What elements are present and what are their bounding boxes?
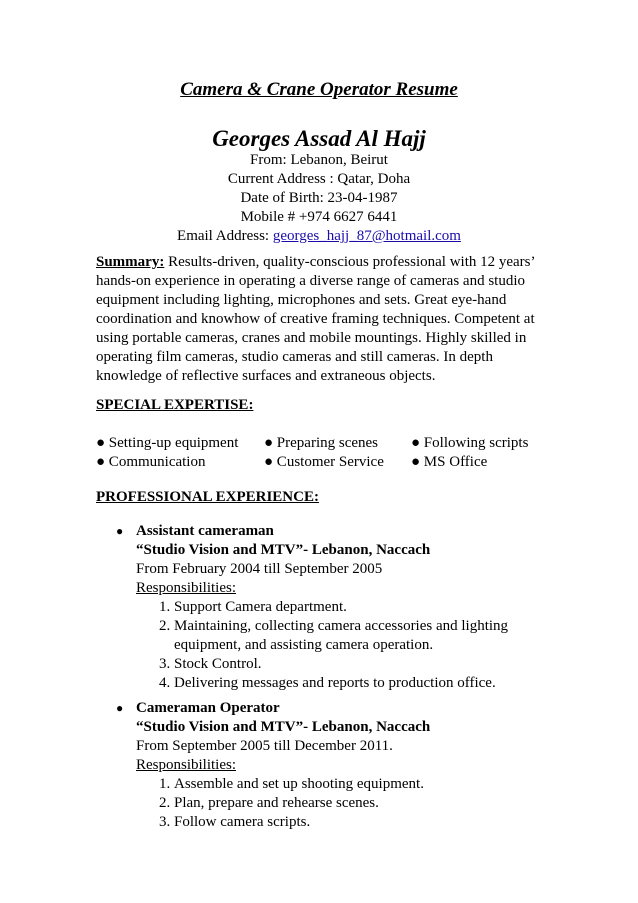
expertise-item: ● Preparing scenes (264, 435, 379, 451)
contact-block (0, 151, 638, 246)
list-item: 4. Delivering messages and reports to production office. (174, 674, 536, 693)
job-period: From September 2005 till December 2011. (136, 738, 393, 754)
mobile-line: Mobile # +974 6627 6441 (240, 209, 398, 225)
responsibilities-label: Responsibilities: (136, 757, 237, 773)
summary-text: Results-driven, quality-conscious professional with 12 years’ hands-on experience in operating a diverse range of cameras and studio equipment including lighting, microphones and sets. Great eye-hand coordination and knowhow of creative framing techniques. Competent at using portable cameras, cranes and mobile mountings. Highly skilled in operating film cameras, studio cameras and still cameras. In depth knowledge of reflective surfaces and extraneous objects. (96, 254, 535, 384)
job-company: “Studio Vision and MTV”- Lebanon, Naccach (136, 719, 431, 735)
summary-label: Summary: (96, 254, 165, 270)
experience-heading: PROFESSIONAL EXPERIENCE: (96, 489, 319, 505)
expertise-row (96, 434, 556, 453)
expertise-row (96, 453, 556, 472)
job-period: From February 2004 till September 2005 (136, 561, 383, 577)
list-item: 2. Maintaining, collecting camera accessories and lighting equipment, and assisting camera operation. (174, 617, 536, 655)
job-title: Cameraman Operator (136, 700, 280, 716)
date-of-birth-line: Date of Birth: 23-04-1987 (240, 190, 398, 206)
job-body (136, 522, 536, 693)
bullet-icon: ● (116, 701, 124, 715)
list-item: 2. Plan, prepare and rehearse scenes. (174, 794, 536, 813)
email-label: Email Address: (177, 228, 273, 244)
expertise-item: ● Setting-up equipment (96, 435, 239, 451)
job-body (136, 699, 536, 832)
responsibilities-list (136, 598, 536, 693)
bullet-icon: ● (116, 524, 124, 538)
job-title: Assistant cameraman (136, 523, 274, 539)
expertise-item: ● Customer Service (264, 454, 384, 470)
email-line (0, 227, 638, 246)
email-link[interactable]: georges_hajj_87@hotmail.com (272, 228, 461, 244)
responsibilities-list (136, 775, 536, 832)
responsibilities-label: Responsibilities: (136, 580, 237, 596)
expertise-item: ● Following scripts (411, 435, 529, 451)
job-company: “Studio Vision and MTV”- Lebanon, Naccach (136, 542, 431, 558)
expertise-item: ● Communication (96, 454, 206, 470)
current-address-line: Current Address : Qatar, Doha (227, 171, 411, 187)
expertise-item: ● MS Office (411, 454, 488, 470)
list-item: 3. Stock Control. (174, 655, 536, 674)
list-item: 3. Follow camera scripts. (174, 813, 536, 832)
list-item: 1. Support Camera department. (174, 598, 536, 617)
list-item: 1. Assemble and set up shooting equipment. (174, 775, 536, 794)
document-title: Camera & Crane Operator Resume (180, 79, 458, 100)
summary-paragraph (96, 253, 556, 386)
expertise-grid (96, 434, 556, 472)
candidate-name: Georges Assad Al Hajj (212, 126, 426, 151)
expertise-heading: SPECIAL EXPERTISE: (96, 397, 254, 413)
origin-line: From: Lebanon, Beirut (250, 152, 388, 168)
